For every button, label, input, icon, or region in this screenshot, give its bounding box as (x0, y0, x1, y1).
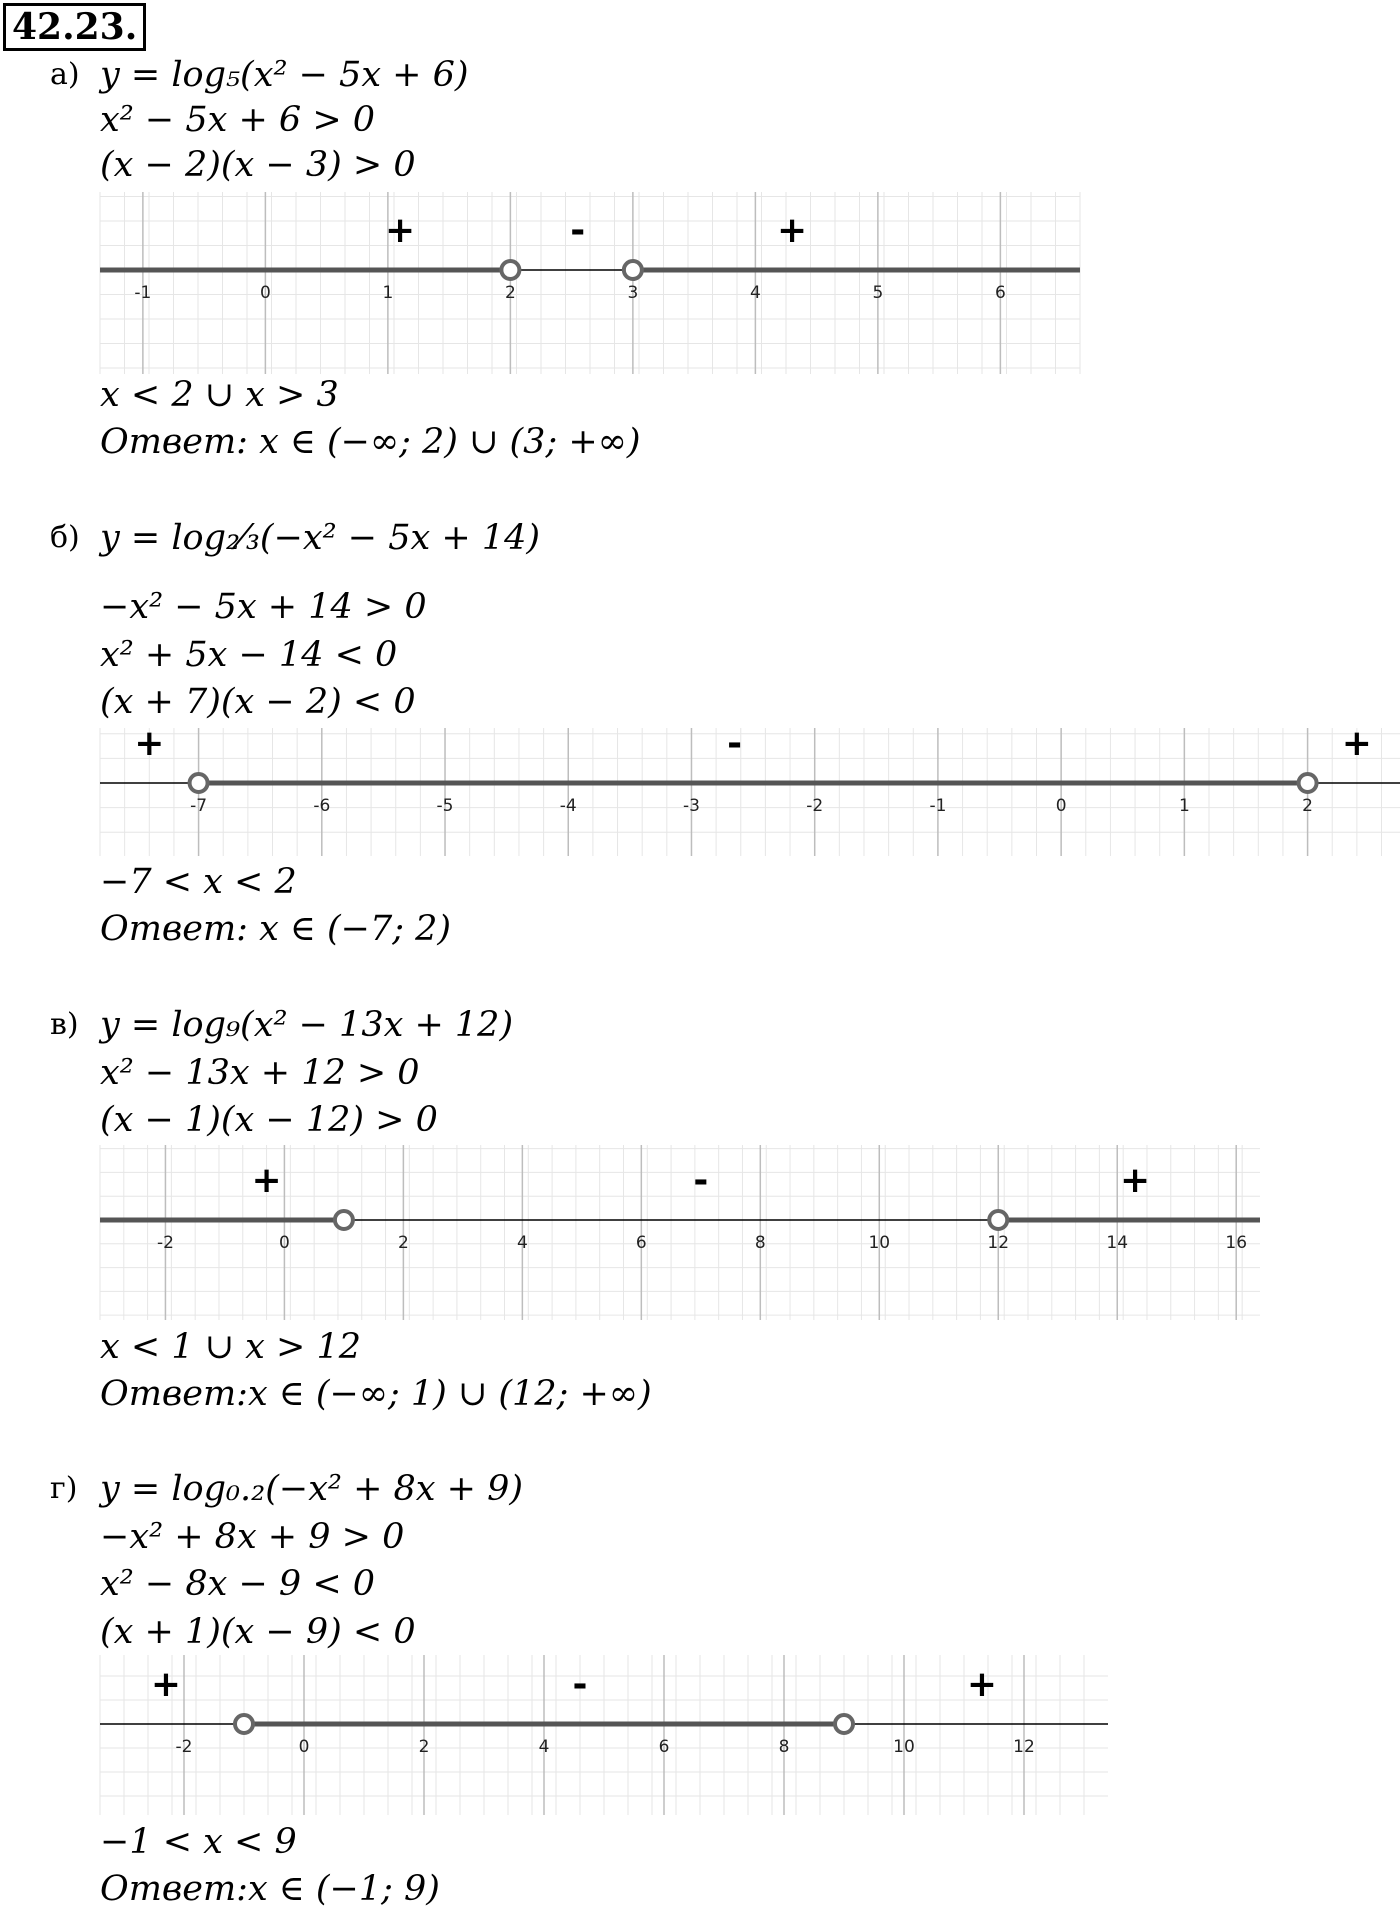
part-c-function: y = log₉(x² − 13x + 12) (100, 1005, 514, 1045)
tick-label: 0 (298, 1737, 310, 1757)
part-c-answer-value: :x ∈ (−∞; 1) ∪ (12; +∞) (236, 1374, 652, 1414)
part-d-inequality-flipped: x² − 8x − 9 < 0 (100, 1564, 376, 1604)
part-c-letter: в) (50, 1007, 79, 1042)
minus-sign: - (727, 723, 743, 764)
part-d-answer (100, 1867, 440, 1911)
part-b-letter: б) (50, 520, 80, 555)
tick-label: 14 (1106, 1233, 1129, 1253)
plus-sign: + (777, 210, 808, 251)
plus-sign: + (251, 1160, 282, 1201)
part-b-answer-value: : x ∈ (−7; 2) (236, 909, 452, 949)
part-a-result: x < 2 ∪ x > 3 (100, 375, 339, 415)
tick-label: -2 (156, 1233, 174, 1253)
tick-label: 1 (382, 283, 394, 303)
part-d-inequality: −x² + 8x + 9 > 0 (100, 1517, 405, 1557)
tick-label: 6 (658, 1737, 670, 1757)
tick-label: 10 (868, 1233, 891, 1253)
part-a-answer-value: : x ∈ (−∞; 2) ∪ (3; +∞) (236, 422, 641, 462)
tick-label: -6 (313, 796, 331, 816)
plus-sign: + (150, 1664, 182, 1705)
tick-label: 6 (635, 1233, 647, 1253)
tick-label: 5 (872, 283, 884, 303)
tick-label: 4 (516, 1233, 528, 1253)
part-b-answer (100, 907, 451, 951)
tick-label: 6 (994, 283, 1006, 303)
tick-label: -3 (682, 796, 700, 816)
tick-label: -2 (175, 1737, 193, 1757)
tick-label: 2 (418, 1737, 430, 1757)
root-open-circle (335, 1211, 353, 1229)
tick-label: 8 (778, 1737, 790, 1757)
part-b-result: −7 < x < 2 (100, 862, 297, 902)
tick-label: 4 (538, 1737, 550, 1757)
plus-sign: + (1341, 723, 1372, 764)
answer-label: Ответ (100, 909, 237, 949)
tick-label: -4 (559, 796, 577, 816)
minus-sign: - (570, 210, 586, 251)
tick-label: 4 (749, 283, 761, 303)
root-open-circle (835, 1715, 853, 1733)
tick-label: 0 (259, 283, 271, 303)
part-b-inequality: −x² − 5x + 14 > 0 (100, 587, 427, 627)
tick-label: -1 (929, 796, 947, 816)
part-a-inequality: x² − 5x + 6 > 0 (100, 100, 376, 140)
tick-label: -2 (806, 796, 824, 816)
part-d-letter: г) (50, 1471, 78, 1506)
part-d-factored: (x + 1)(x − 9) < 0 (100, 1612, 416, 1652)
tick-label: 1 (1178, 796, 1190, 816)
tick-label: -7 (190, 796, 208, 816)
problem-number: 42.23. (3, 3, 146, 51)
root-open-circle (501, 261, 519, 279)
plus-sign: + (966, 1664, 998, 1705)
plus-sign: + (385, 210, 416, 251)
tick-label: 3 (627, 283, 639, 303)
part-d-answer-value: :x ∈ (−1; 9) (236, 1869, 440, 1909)
part-b-function: y = log₂⁄₃(−x² − 5x + 14) (100, 518, 541, 558)
root-open-circle (235, 1715, 253, 1733)
part-d-number-line (100, 1655, 1108, 1815)
part-d-result: −1 < x < 9 (100, 1822, 297, 1862)
tick-label: 8 (754, 1233, 766, 1253)
part-b-factored: (x + 7)(x − 2) < 0 (100, 682, 416, 722)
part-c-result: x < 1 ∪ x > 12 (100, 1327, 362, 1367)
plus-sign: + (134, 723, 165, 764)
plus-sign: + (1119, 1160, 1151, 1201)
tick-label: 16 (1225, 1233, 1248, 1253)
part-c-inequality: x² − 13x + 12 > 0 (100, 1053, 420, 1093)
part-a-answer (100, 420, 641, 464)
root-open-circle (190, 774, 208, 792)
minus-sign: - (693, 1160, 709, 1201)
tick-label: -1 (134, 283, 152, 303)
tick-label: 10 (893, 1737, 915, 1757)
part-b-number-line (100, 723, 1400, 856)
part-a-number-line (100, 192, 1080, 374)
part-d-function: y = log₀.₂(−x² + 8x + 9) (100, 1469, 524, 1509)
part-c-answer (100, 1372, 652, 1416)
part-c-number-line (100, 1145, 1260, 1320)
tick-label: 0 (278, 1233, 290, 1253)
minus-sign: - (572, 1664, 588, 1705)
tick-label: 2 (1302, 796, 1313, 816)
part-a-letter: а) (50, 57, 80, 92)
tick-label: 2 (504, 283, 516, 303)
answer-label: Ответ (100, 422, 237, 462)
part-b-inequality-flipped: x² + 5x − 14 < 0 (100, 635, 398, 675)
tick-label: 2 (397, 1233, 409, 1253)
part-a-function: y = log₅(x² − 5x + 6) (100, 55, 469, 95)
root-open-circle (989, 1211, 1007, 1229)
tick-label: -5 (436, 796, 454, 816)
tick-label: 12 (987, 1233, 1010, 1253)
root-open-circle (1299, 774, 1317, 792)
answer-label: Ответ (100, 1869, 237, 1909)
part-a-factored: (x − 2)(x − 3) > 0 (100, 145, 416, 185)
answer-label: Ответ (100, 1374, 237, 1414)
tick-label: 0 (1055, 796, 1067, 816)
part-c-factored: (x − 1)(x − 12) > 0 (100, 1100, 438, 1140)
tick-label: 12 (1013, 1737, 1035, 1757)
root-open-circle (624, 261, 642, 279)
